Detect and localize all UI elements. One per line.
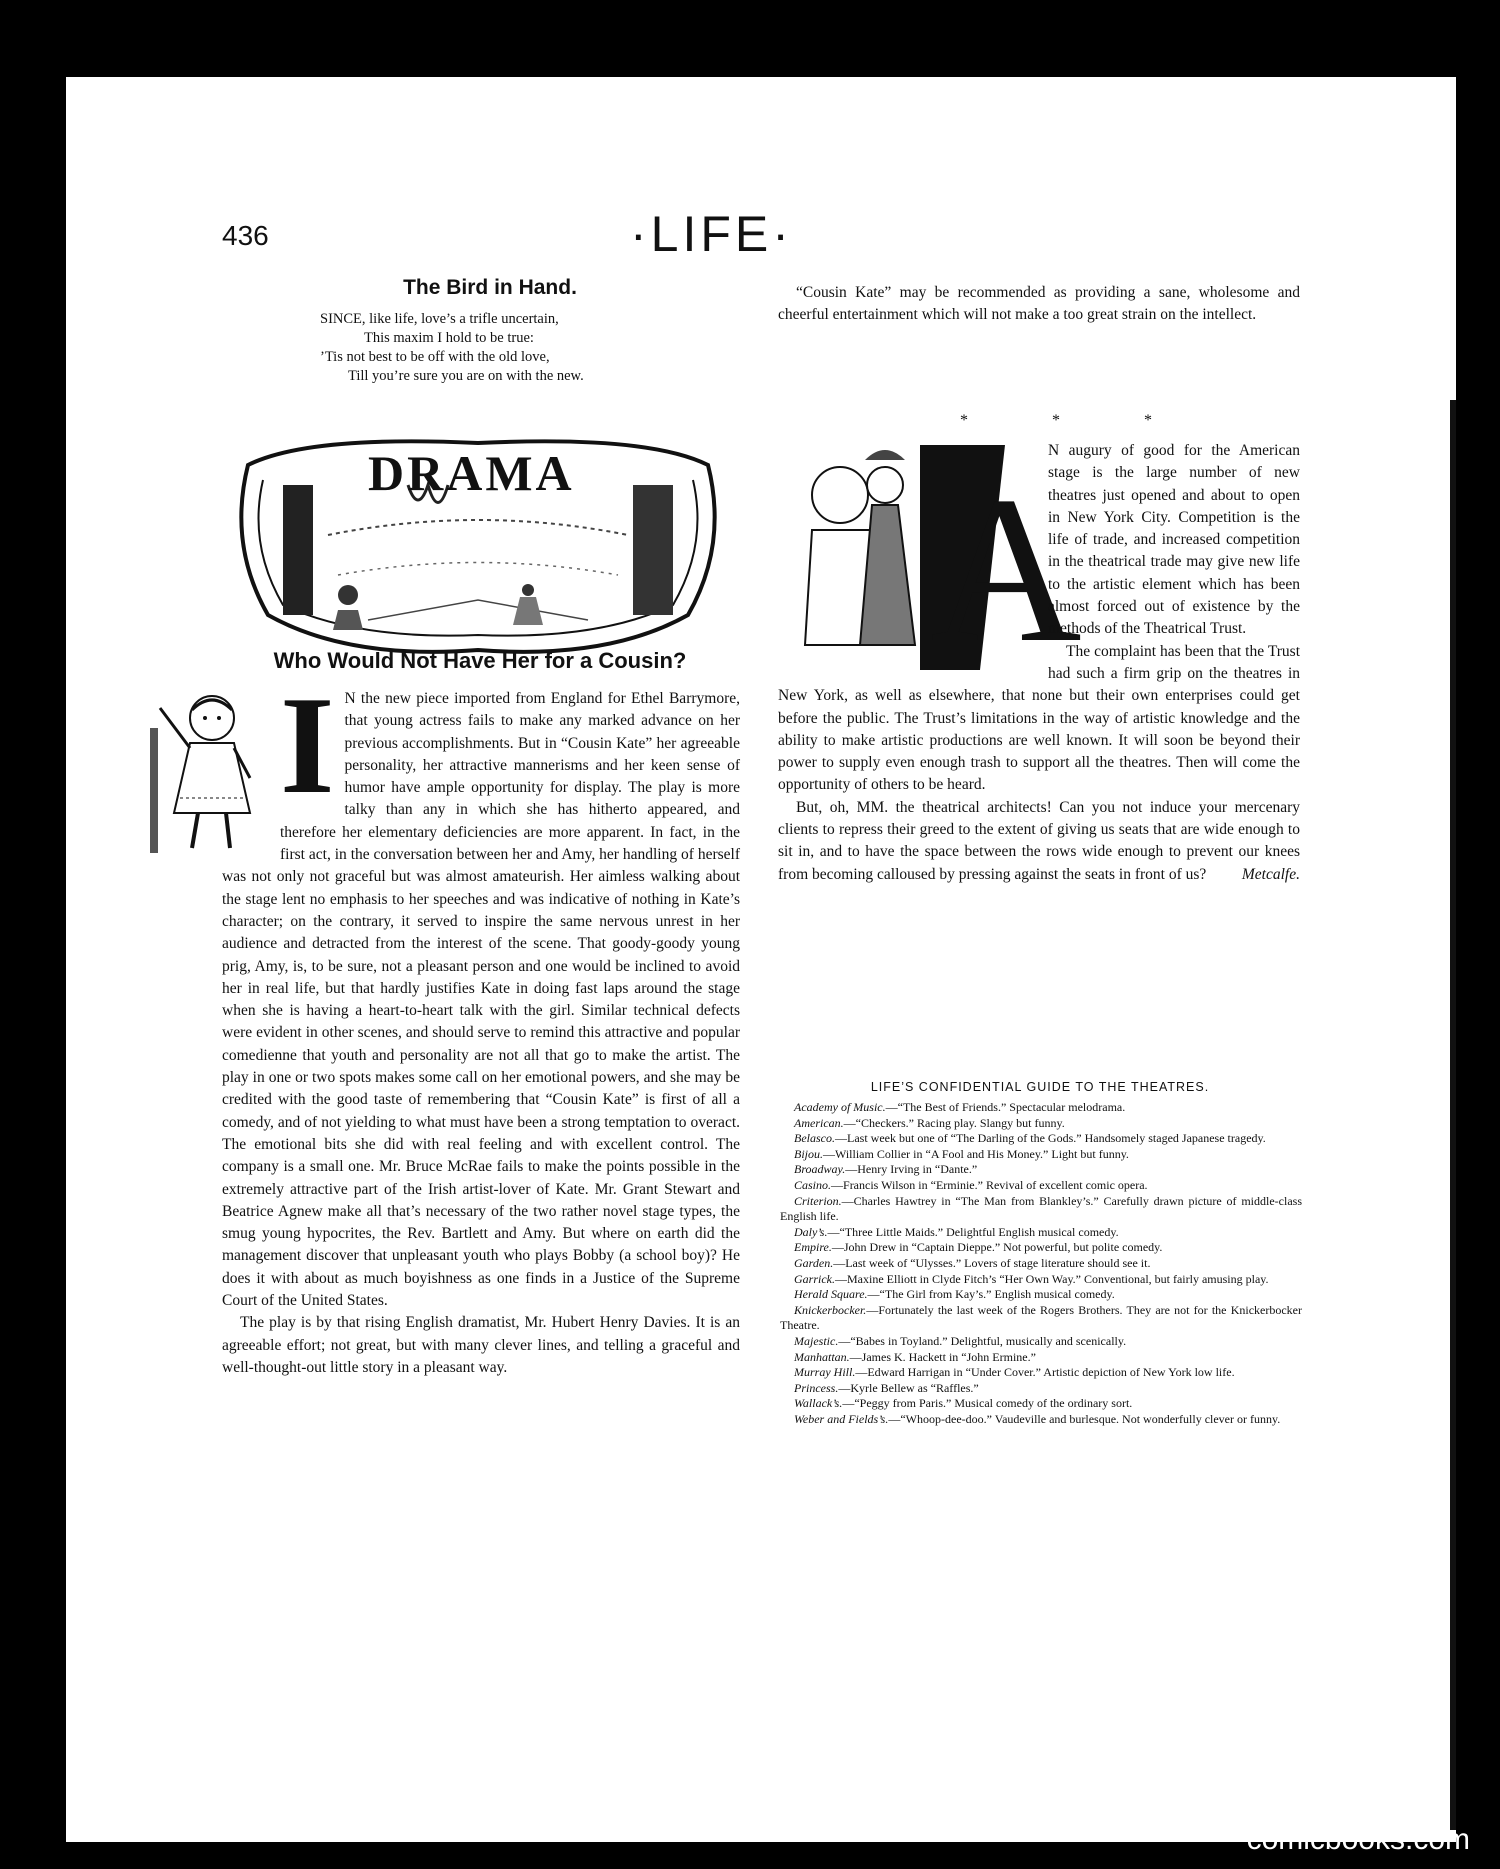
poem-line: This maxim I hold to be true:	[364, 330, 534, 346]
article1-paragraph: The play is by that rising English dramatist, Mr. Hubert Henry Davies. It is an agreeable effort; not great, but with many clever lines, and telling a graceful and well-thought-out little story in a pleasant way.	[222, 1314, 740, 1376]
guide-entry: Belasco.—Last week but one of “The Darling of the Gods.” Handsomely staged Japanese tragedy.	[794, 1131, 1266, 1146]
signature: Metcalfe.	[1241, 865, 1300, 883]
guide-entry: Bijou.—William Collier in “A Fool and His Money.” Light but funny.	[794, 1146, 1129, 1161]
guide-entry: Princess.—Kyrle Bellew as “Raffles.”	[794, 1380, 979, 1395]
guide-entry: Daly’s.—“Three Little Maids.” Delightful English musical comedy.	[794, 1224, 1119, 1239]
guide-entry: Manhattan.—James K. Hackett in “John Ermine.”	[794, 1349, 1036, 1364]
guide-entry: Murray Hill.—Edward Harrigan in “Under Cover.” Artistic depiction of New York low life.	[794, 1365, 1235, 1380]
guide-title: LIFE’S CONFIDENTIAL GUIDE TO THE THEATRES.	[870, 1080, 1210, 1094]
article2-paragraph-text: But, oh, MM. the theatrical architects! Can you not induce your mercenary clients to repress their greed to the extent of giving us seats that are wide enough to sit in, and to have the space between the rows wide enough to prevent our knees from becoming calloused by pressing against the seats in front of us?	[778, 798, 1300, 883]
article2-paragraph: N augury of good for the American stage is the large number of new theatres just opened and about to open in New York City. Competition is the life of trade, and increased competition in the theatrical trade may give new life to the artistic element which has been almost forced out of existence by the methods of the Theatrical Trust.	[1048, 442, 1300, 638]
section-separator: * * *	[960, 412, 1192, 429]
site-watermark: comicbooks.com	[1246, 1823, 1470, 1856]
poem-line: ’Tis not best to be off with the old love,	[320, 349, 550, 365]
guide-entry: Knickerbocker.—Fortunately the last week of the Rogers Brothers. They are not for the Knickerbocker Theatre.	[780, 1302, 1302, 1333]
guide-entry: Garrick.—Maxine Elliott in Clyde Fitch’s “Her Own Way.” Conventional, but fairly amusing play.	[794, 1271, 1269, 1286]
article1-continued	[778, 282, 1300, 327]
poem-line: SINCE, like life, love’s a trifle uncertain,	[320, 311, 559, 327]
guide-entry: Weber and Fields’s.—“Whoop-dee-doo.” Vaudeville and burlesque. Not wonderfully clever or funny.	[794, 1411, 1281, 1426]
article1-paragraph: “Cousin Kate” may be recommended as providing a sane, wholesome and cheerful entertainment which will not make a too great strain on the intellect.	[778, 284, 1300, 324]
guide-entry: Academy of Music.—“The Best of Friends.” Spectacular melodrama.	[794, 1100, 1126, 1114]
article-headline: Who Would Not Have Her for a Cousin?	[273, 648, 687, 673]
guide-entry: Majestic.—“Babes in Toyland.” Delightful, musically and scenically.	[794, 1333, 1127, 1348]
guide-entry: Empire.—John Drew in “Captain Dieppe.” Not powerful, but polite comedy.	[794, 1240, 1163, 1255]
drama-banner-title: DRAMA	[368, 445, 575, 501]
article1-dropcap: I	[280, 668, 335, 823]
guide-entry: Criterion.—Charles Hawtrey in “The Man from Blankley’s.” Carefully drawn picture of middle-class English life.	[780, 1193, 1302, 1224]
guide-entry: Garden.—Last week of “Ulysses.” Lovers of stage literature should see it.	[794, 1255, 1151, 1270]
poem-line: Till you’re sure you are on with the new.	[348, 368, 584, 384]
poem-title: The Bird in Hand.	[403, 276, 577, 299]
article2-dropcap: A	[930, 454, 1082, 686]
poem	[320, 310, 700, 386]
guide-entry: Wallack’s.—“Peggy from Paris.” Musical comedy of the ordinary sort.	[794, 1396, 1133, 1411]
page-number: 436	[222, 220, 269, 251]
article2-paragraph	[778, 797, 1300, 886]
guide-entry: American.—“Checkers.” Racing play. Slangy but funny.	[794, 1115, 1065, 1130]
drama-banner-illustration	[228, 425, 730, 665]
theatre-guide	[780, 1100, 1302, 1427]
guide-entry: Broadway.—Henry Irving in “Dante.”	[794, 1162, 978, 1177]
article2-paragraph: The complaint has been that the Trust had such a firm grip on the theatres in New York, as well as elsewhere, that none but their own enterprises could get before the public. The Trust’s limitations in the way of artistic knowledge and the ability to make artistic productions are well known. It will soon be beyond their power to supply even enough trash to support all the theatres. Then will come the opportunity of others to be heard.	[778, 642, 1300, 794]
guide-entry: Herald Square.—“The Girl from Kay’s.” English musical comedy.	[794, 1287, 1115, 1302]
article2-body	[778, 440, 1300, 886]
masthead: ·LIFE·	[630, 206, 793, 262]
article1-paragraph: N the new piece imported from England for Ethel Barrymore, that young actress fails to make any marked advance on her previous accomplishments. But in “Cousin Kate” her agreeable personality, her attractive mannerisms and her keen sense of humor have ample opportunity for display. The play is more talky than any in which she has hitherto appeared, and therefore her elementary deficiencies are more apparent. In fact, in the first act, in the conversation between her and Amy, her handling of herself was not only not graceful but was almost amateurish. Her aimless walking about the stage lent no emphasis to her speeches and was indicative of nothing in Kate’s character; on the contrary, it served to inspire the same nervous unrest in her audience and detracted from the interest of the scene. That goody-goody young prig, Amy, is, to be sure, not a pleasant person and one would be inclined to avoid her in real life, but that hardly justifies Kate in doing fast laps around the stage when she is having a heart-to-heart talk with the girl. Similar technical defects were evident in other scenes, and should serve to remind this attractive and popular comedienne that youth and personality are not all that go to make the artist. The play in one or two spots makes some call on her emotional powers, and she may be credited with the good taste of remembering that “Cousin Kate” is first of all a comedy, and of not yielding to what must have been a strong temptation to overact. The emotional bits she did with real feeling and with excellent control. The company is a small one. Mr. Bruce McRae fails to make the points possible in the extremely attractive part of the Irish artist-lover of Kate. Mr. Grant Stewart and Beatrice Agnew make all that’s necessary of the two rather novel stage types, the smug young hypocrites, the Rev. Bartlett and Amy. But where on earth did the management discover that unpleasant youth who plays Bobby (a school boy)? He does it with about as much boyishness as one finds in a Justice of the Supreme Court of the United States.	[222, 690, 740, 1310]
page-edge-rule	[1450, 400, 1456, 1830]
guide-entry: Casino.—Francis Wilson in “Erminie.” Revival of excellent comic opera.	[794, 1177, 1148, 1192]
article1-body	[222, 668, 740, 1379]
